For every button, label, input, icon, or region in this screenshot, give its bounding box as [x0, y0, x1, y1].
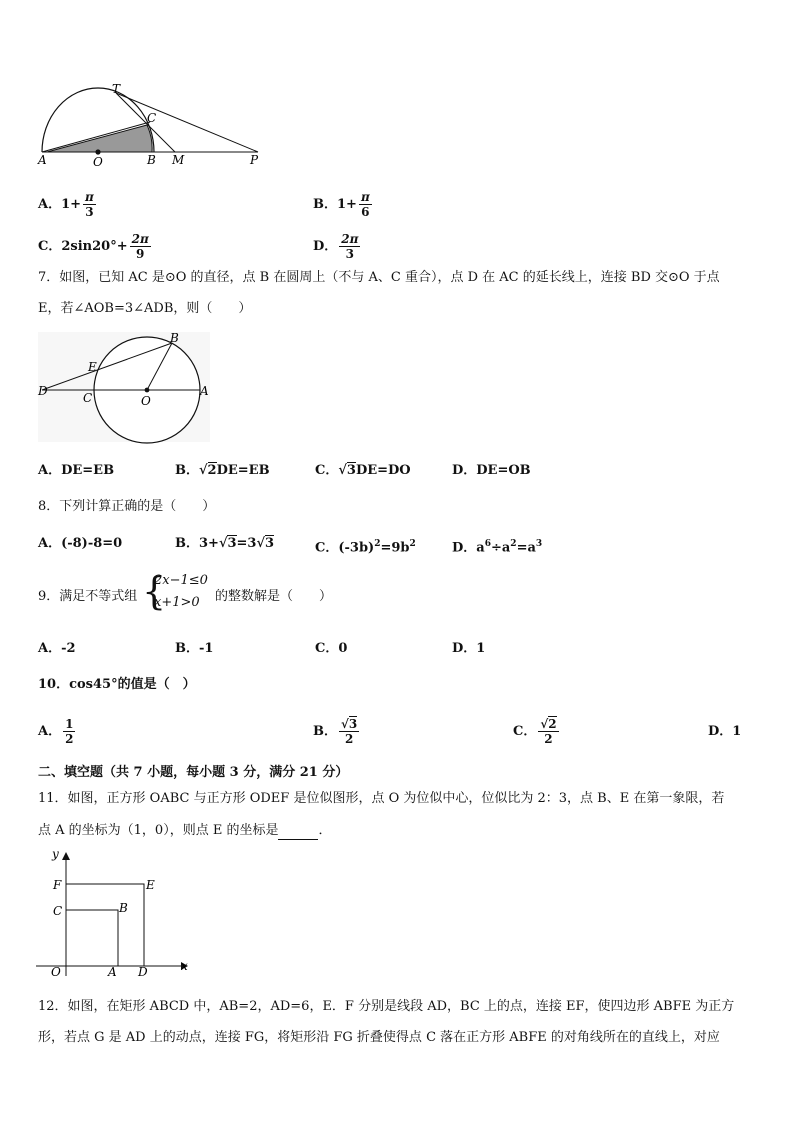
- label-c: C: [83, 391, 93, 405]
- q10-option-b[interactable]: B． $\frac{√3}{2}$: [313, 717, 358, 746]
- q8-option-b[interactable]: B．3+√3=3√3: [175, 536, 275, 551]
- label-a: A: [108, 965, 117, 978]
- label-c: C: [53, 904, 63, 918]
- q7-option-b[interactable]: B．√2DE=EB: [175, 463, 270, 478]
- center-dot: [95, 149, 100, 154]
- label-o: O: [93, 155, 103, 169]
- label-b: B: [170, 331, 179, 345]
- q8-option-c[interactable]: C．$(-3b)^2=9b^2$: [315, 539, 416, 556]
- q6-option-c[interactable]: C．2sin20°+ $\frac{2\pi}{9}$: [38, 232, 149, 261]
- square-oabc: [66, 910, 118, 966]
- label-a: A: [38, 153, 47, 167]
- brace-icon: {: [142, 569, 167, 613]
- q9-stem-pre: 9．满足不等式组: [38, 589, 138, 604]
- q12-stem-line2: 形，若点 G 是 AD 上的动点，连接 FG，将矩形沿 FG 折叠使得点 C 落在正方形 ABFE 的对角线所在的直线上，对应: [38, 1030, 720, 1045]
- label-e: E: [88, 360, 97, 374]
- square-odef: [66, 884, 144, 966]
- label-b: B: [119, 901, 128, 915]
- q9-stem-post: 的整数解是（ ）: [215, 589, 333, 604]
- label-a: A: [200, 384, 209, 398]
- q7-stem-line1: 7．如图，已知 AC 是⊙O 的直径，点 B 在圆周上（不与 A、C 重合），点 D 在 AC 的延长线上，连接 BD 交⊙O 于点: [38, 270, 720, 285]
- q7-stem-line2: E，若∠AOB=3∠ADB，则（ ）: [38, 301, 252, 316]
- q8-option-a[interactable]: A．(-8)-8=0: [38, 536, 123, 551]
- q8-option-d[interactable]: D．$a^6\div a^2=a^3$: [452, 539, 543, 556]
- label-e: E: [146, 878, 155, 892]
- figure-squares-q11: [36, 848, 196, 978]
- center-dot-o: [145, 388, 150, 393]
- label-c: C: [147, 111, 157, 125]
- sqrt-sign: √: [199, 463, 208, 478]
- q11-stem-line2: 点 A 的坐标为（1，0），则点 E 的坐标是 ．: [38, 823, 332, 838]
- label-p: P: [250, 153, 259, 167]
- label-y: y: [52, 848, 59, 861]
- q6-option-a[interactable]: A．1+ $\frac{\pi}{3}$: [38, 190, 94, 219]
- q6-option-b[interactable]: B．1+ $\frac{\pi}{6}$: [313, 190, 370, 219]
- label-b: B: [147, 153, 156, 167]
- q9-inequality-system: { 2x−1≤0 x+1>0: [142, 569, 208, 613]
- figure-circle-q7: [32, 330, 217, 445]
- label-f: F: [53, 878, 62, 892]
- q10-option-a[interactable]: A． $\frac{1}{2}$: [38, 717, 74, 746]
- q7-option-d[interactable]: D．DE=OB: [452, 463, 531, 478]
- q7-option-c[interactable]: C．√3DE=DO: [315, 463, 411, 478]
- q9-option-d[interactable]: D．1: [452, 641, 486, 656]
- label-o: O: [51, 965, 61, 978]
- label-m: M: [172, 153, 185, 167]
- q10-option-d[interactable]: D．1: [708, 724, 742, 739]
- q6-option-d[interactable]: D． $\frac{2\pi}{3}$: [313, 232, 359, 261]
- shaded-sector: [47, 125, 152, 152]
- label-x: x: [181, 959, 188, 973]
- q10-option-c[interactable]: C． $\frac{√2}{2}$: [513, 717, 557, 746]
- q9-option-a[interactable]: A．-2: [38, 641, 76, 656]
- label-o: O: [141, 394, 151, 408]
- q8-stem: 8．下列计算正确的是（ ）: [38, 499, 216, 514]
- label-d: D: [138, 965, 148, 978]
- q9-option-b[interactable]: B．-1: [175, 641, 214, 656]
- answer-blank[interactable]: [278, 825, 318, 840]
- q11-stem-line1: 11．如图，正方形 OABC 与正方形 ODEF 是位似图形，点 O 为位似中心，位似比为 2：3，点 B、E 在第一象限，若: [38, 791, 725, 806]
- q10-stem: 10．cos45°的值是（ ）: [38, 677, 196, 692]
- label-d: D: [38, 384, 48, 398]
- q7-option-a[interactable]: A．DE=EB: [38, 463, 115, 478]
- figure-semicircle-tangent: [30, 78, 280, 170]
- q9-option-c[interactable]: C．0: [315, 641, 348, 656]
- section-heading-fill-in: 二、填空题（共 7 小题，每小题 3 分，满分 21 分）: [38, 765, 349, 780]
- q12-stem-line1: 12．如图，在矩形 ABCD 中，AB=2，AD=6，E．F 分别是线段 AD，BC 上的点，连接 EF，使四边形 ABFE 为正方: [38, 999, 735, 1014]
- sqrt-sign: √: [338, 463, 347, 478]
- y-axis-arrow: [62, 852, 70, 860]
- label-t: T: [112, 82, 121, 96]
